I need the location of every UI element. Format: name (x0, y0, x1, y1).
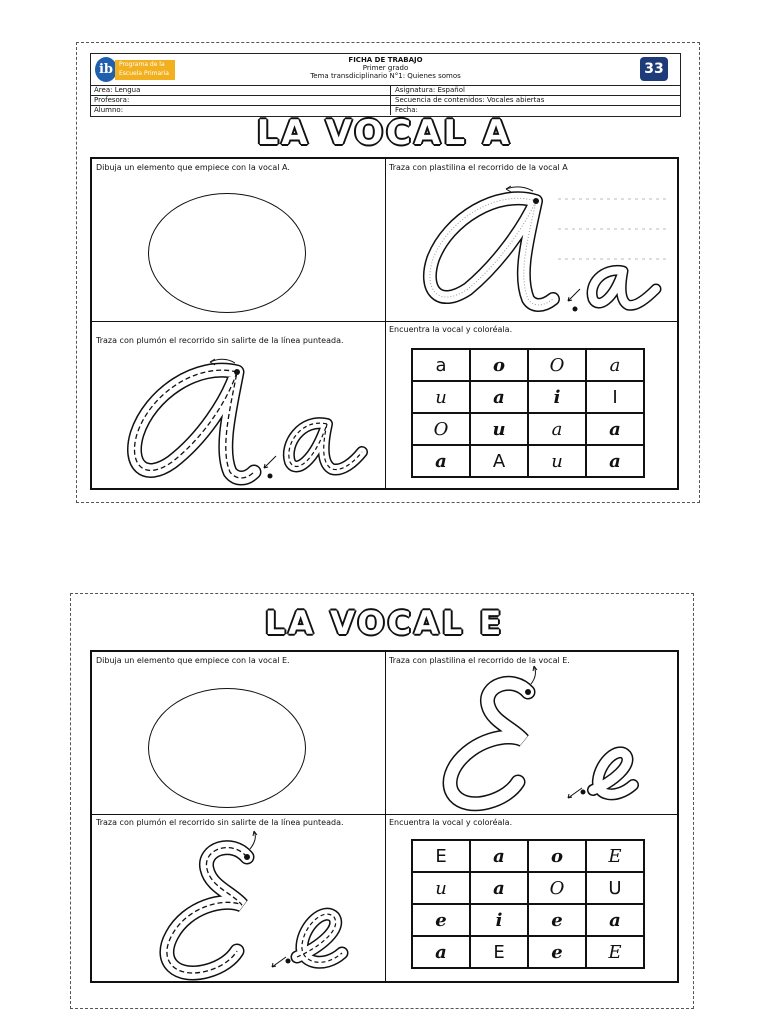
grid-cell[interactable]: a (586, 904, 644, 936)
grid-cell[interactable]: a (470, 381, 528, 413)
grid-cell[interactable]: a (586, 413, 644, 445)
start-dot-icon (268, 474, 273, 479)
grid-cell[interactable]: E (586, 936, 644, 968)
grid-row (412, 936, 644, 968)
direction-arrow-icon (506, 187, 533, 191)
direction-arrow-icon (568, 788, 582, 798)
letter-e-trace-plasticine (388, 670, 678, 815)
marker-instruction: Traza con plumón el recorrido sin salirte de la línea punteada. (96, 336, 344, 345)
find-vowel-instruction: Encuentra la vocal y coloréala. (389, 818, 513, 827)
grid-divider-horizontal (92, 321, 677, 322)
grid-cell[interactable]: O (528, 872, 586, 904)
grid-row (412, 904, 644, 936)
theme-label: Tema transdiciplinario N°1: Quienes somos (310, 72, 461, 80)
marker-instruction: Traza con plumón el recorrido sin salirte de la línea punteada. (96, 818, 344, 827)
worksheet-header (90, 53, 681, 117)
grid-row (412, 872, 644, 904)
grid-cell[interactable]: U (586, 872, 644, 904)
grid-row (412, 445, 644, 477)
grid-cell[interactable]: a (470, 872, 528, 904)
date-field: Fecha: (395, 106, 418, 114)
grid-divider-vertical (385, 159, 386, 488)
activity-grid-a (90, 157, 679, 490)
letter-a-trace-marker (92, 354, 385, 489)
vowel-a-title: LA VOCAL A (256, 113, 513, 153)
grid-cell[interactable]: O (412, 413, 470, 445)
grid-cell[interactable]: a (528, 413, 586, 445)
grid-cell[interactable]: O (528, 349, 586, 381)
direction-arrow-icon (272, 957, 286, 967)
grid-cell[interactable]: e (528, 936, 586, 968)
grid-cell[interactable]: I (586, 381, 644, 413)
start-dot-icon (533, 198, 539, 204)
grid-row (412, 840, 644, 872)
ib-logo-text-1: Programa de la (119, 61, 165, 68)
start-dot-icon (525, 689, 531, 695)
drawing-oval[interactable] (148, 688, 306, 808)
grid-cell[interactable]: u (412, 872, 470, 904)
header-top (91, 54, 680, 86)
vowel-e-title: LA VOCAL E (264, 604, 505, 642)
grid-divider-vertical (385, 652, 386, 981)
start-dot-icon (573, 307, 578, 312)
find-vowel-grid-a (411, 348, 645, 478)
direction-arrow-icon (264, 456, 276, 468)
grid-row (412, 349, 644, 381)
grid-cell[interactable]: u (470, 413, 528, 445)
area-field: Área: Lengua (91, 85, 391, 95)
activity-grid-e (90, 650, 679, 983)
start-dot-icon (244, 854, 250, 860)
draw-instruction: Dibuja un elemento que empiece con la vocal E. (96, 656, 290, 665)
subject-field: Asignatura: Español (395, 86, 465, 94)
start-dot-icon (581, 790, 586, 795)
teacher-field: Profesora: (91, 95, 391, 105)
start-dot-icon (234, 369, 240, 375)
grid-cell[interactable]: u (528, 445, 586, 477)
ib-logo-icon (95, 57, 177, 82)
background-grid-faint (558, 199, 668, 259)
grid-cell[interactable]: E (586, 840, 644, 872)
grid-cell[interactable]: a (586, 445, 644, 477)
direction-arrow-icon (568, 289, 580, 301)
start-dot-icon (286, 959, 291, 964)
letter-e-trace-marker (92, 837, 385, 982)
letter-a-trace-plasticine (388, 179, 678, 319)
draw-instruction: Dibuja un elemento que empiece con la vocal A. (96, 163, 290, 172)
grid-cell[interactable]: E (412, 840, 470, 872)
grid-cell[interactable]: a (412, 445, 470, 477)
grid-row (412, 381, 644, 413)
grid-cell[interactable]: a (412, 936, 470, 968)
drawing-oval[interactable] (148, 193, 306, 313)
program-33-icon: 33 (640, 57, 668, 81)
grid-cell[interactable]: i (470, 904, 528, 936)
sequence-field: Secuencia de contenidos: Vocales abiertas (395, 96, 545, 104)
plasticine-instruction: Traza con plastilina el recorrido de la vocal E. (389, 656, 570, 665)
direction-arrow-icon (250, 831, 257, 849)
grid-cell[interactable]: o (528, 840, 586, 872)
grid-cell[interactable]: a (412, 349, 470, 381)
grid-row (412, 413, 644, 445)
grid-cell[interactable]: E (470, 936, 528, 968)
plasticine-instruction: Traza con plastilina el recorrido de la vocal A (389, 163, 568, 172)
ib-logo-text-2: Escuela Primaria (119, 70, 169, 77)
grid-cell[interactable]: A (470, 445, 528, 477)
header-titles (211, 56, 560, 80)
grid-cell[interactable]: e (528, 904, 586, 936)
direction-arrow-icon (531, 666, 537, 684)
grid-cell[interactable]: o (470, 349, 528, 381)
ib-logo-letters: ib (95, 57, 117, 82)
find-vowel-grid-e (411, 839, 645, 969)
grid-cell[interactable]: u (412, 381, 470, 413)
worksheet-title: FICHA DE TRABAJO (348, 56, 423, 64)
grid-cell[interactable]: a (586, 349, 644, 381)
ib-logo-banner (115, 60, 175, 80)
find-vowel-instruction: Encuentra la vocal y coloréala. (389, 325, 513, 334)
grid-cell[interactable]: a (470, 840, 528, 872)
student-field: Alumno: (91, 105, 391, 115)
grade-label: Primer grado (362, 64, 409, 72)
grid-cell[interactable]: i (528, 381, 586, 413)
grid-cell[interactable]: e (412, 904, 470, 936)
